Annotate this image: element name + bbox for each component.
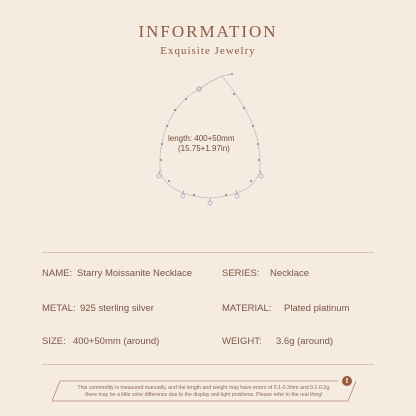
top-divider xyxy=(42,252,374,253)
series-label: SERIES: xyxy=(222,268,260,279)
disclaimer-notice xyxy=(52,378,356,404)
size-label: SIZE: xyxy=(42,336,66,347)
page-subtitle: Exquisite Jewelry xyxy=(160,45,256,57)
metal-value: 925 sterling silver xyxy=(80,303,154,314)
weight-value: 3.6g (around) xyxy=(276,336,334,347)
name-value: Starry Moissanite Necklace xyxy=(77,268,193,279)
bottom-divider xyxy=(42,364,374,365)
metal-label: METAL: xyxy=(42,303,76,314)
page-title: INFORMATION xyxy=(138,22,278,41)
weight-label: WEIGHT: xyxy=(222,336,262,347)
notice-line-1: This commodity is measured manually, and the length and weight may have errors of 0.1-0.2mm and 0.1-0.2g, xyxy=(77,385,331,391)
material-value: Plated platinum xyxy=(284,303,350,314)
notice-line-2: there may be a little color difference due to the display and light problems. Please refer to the real thing! xyxy=(85,392,323,398)
name-label: NAME: xyxy=(42,268,73,279)
notice-text xyxy=(56,385,352,399)
exclamation-icon: ! xyxy=(342,376,352,386)
material-label: MATERIAL: xyxy=(222,303,272,314)
length-in: (15.75+1.97in) xyxy=(178,144,230,153)
series-value: Necklace xyxy=(270,268,310,279)
length-label xyxy=(168,134,235,154)
size-value: 400+50mm (around) xyxy=(73,336,160,347)
length-mm: length: 400+50mm xyxy=(168,134,235,143)
